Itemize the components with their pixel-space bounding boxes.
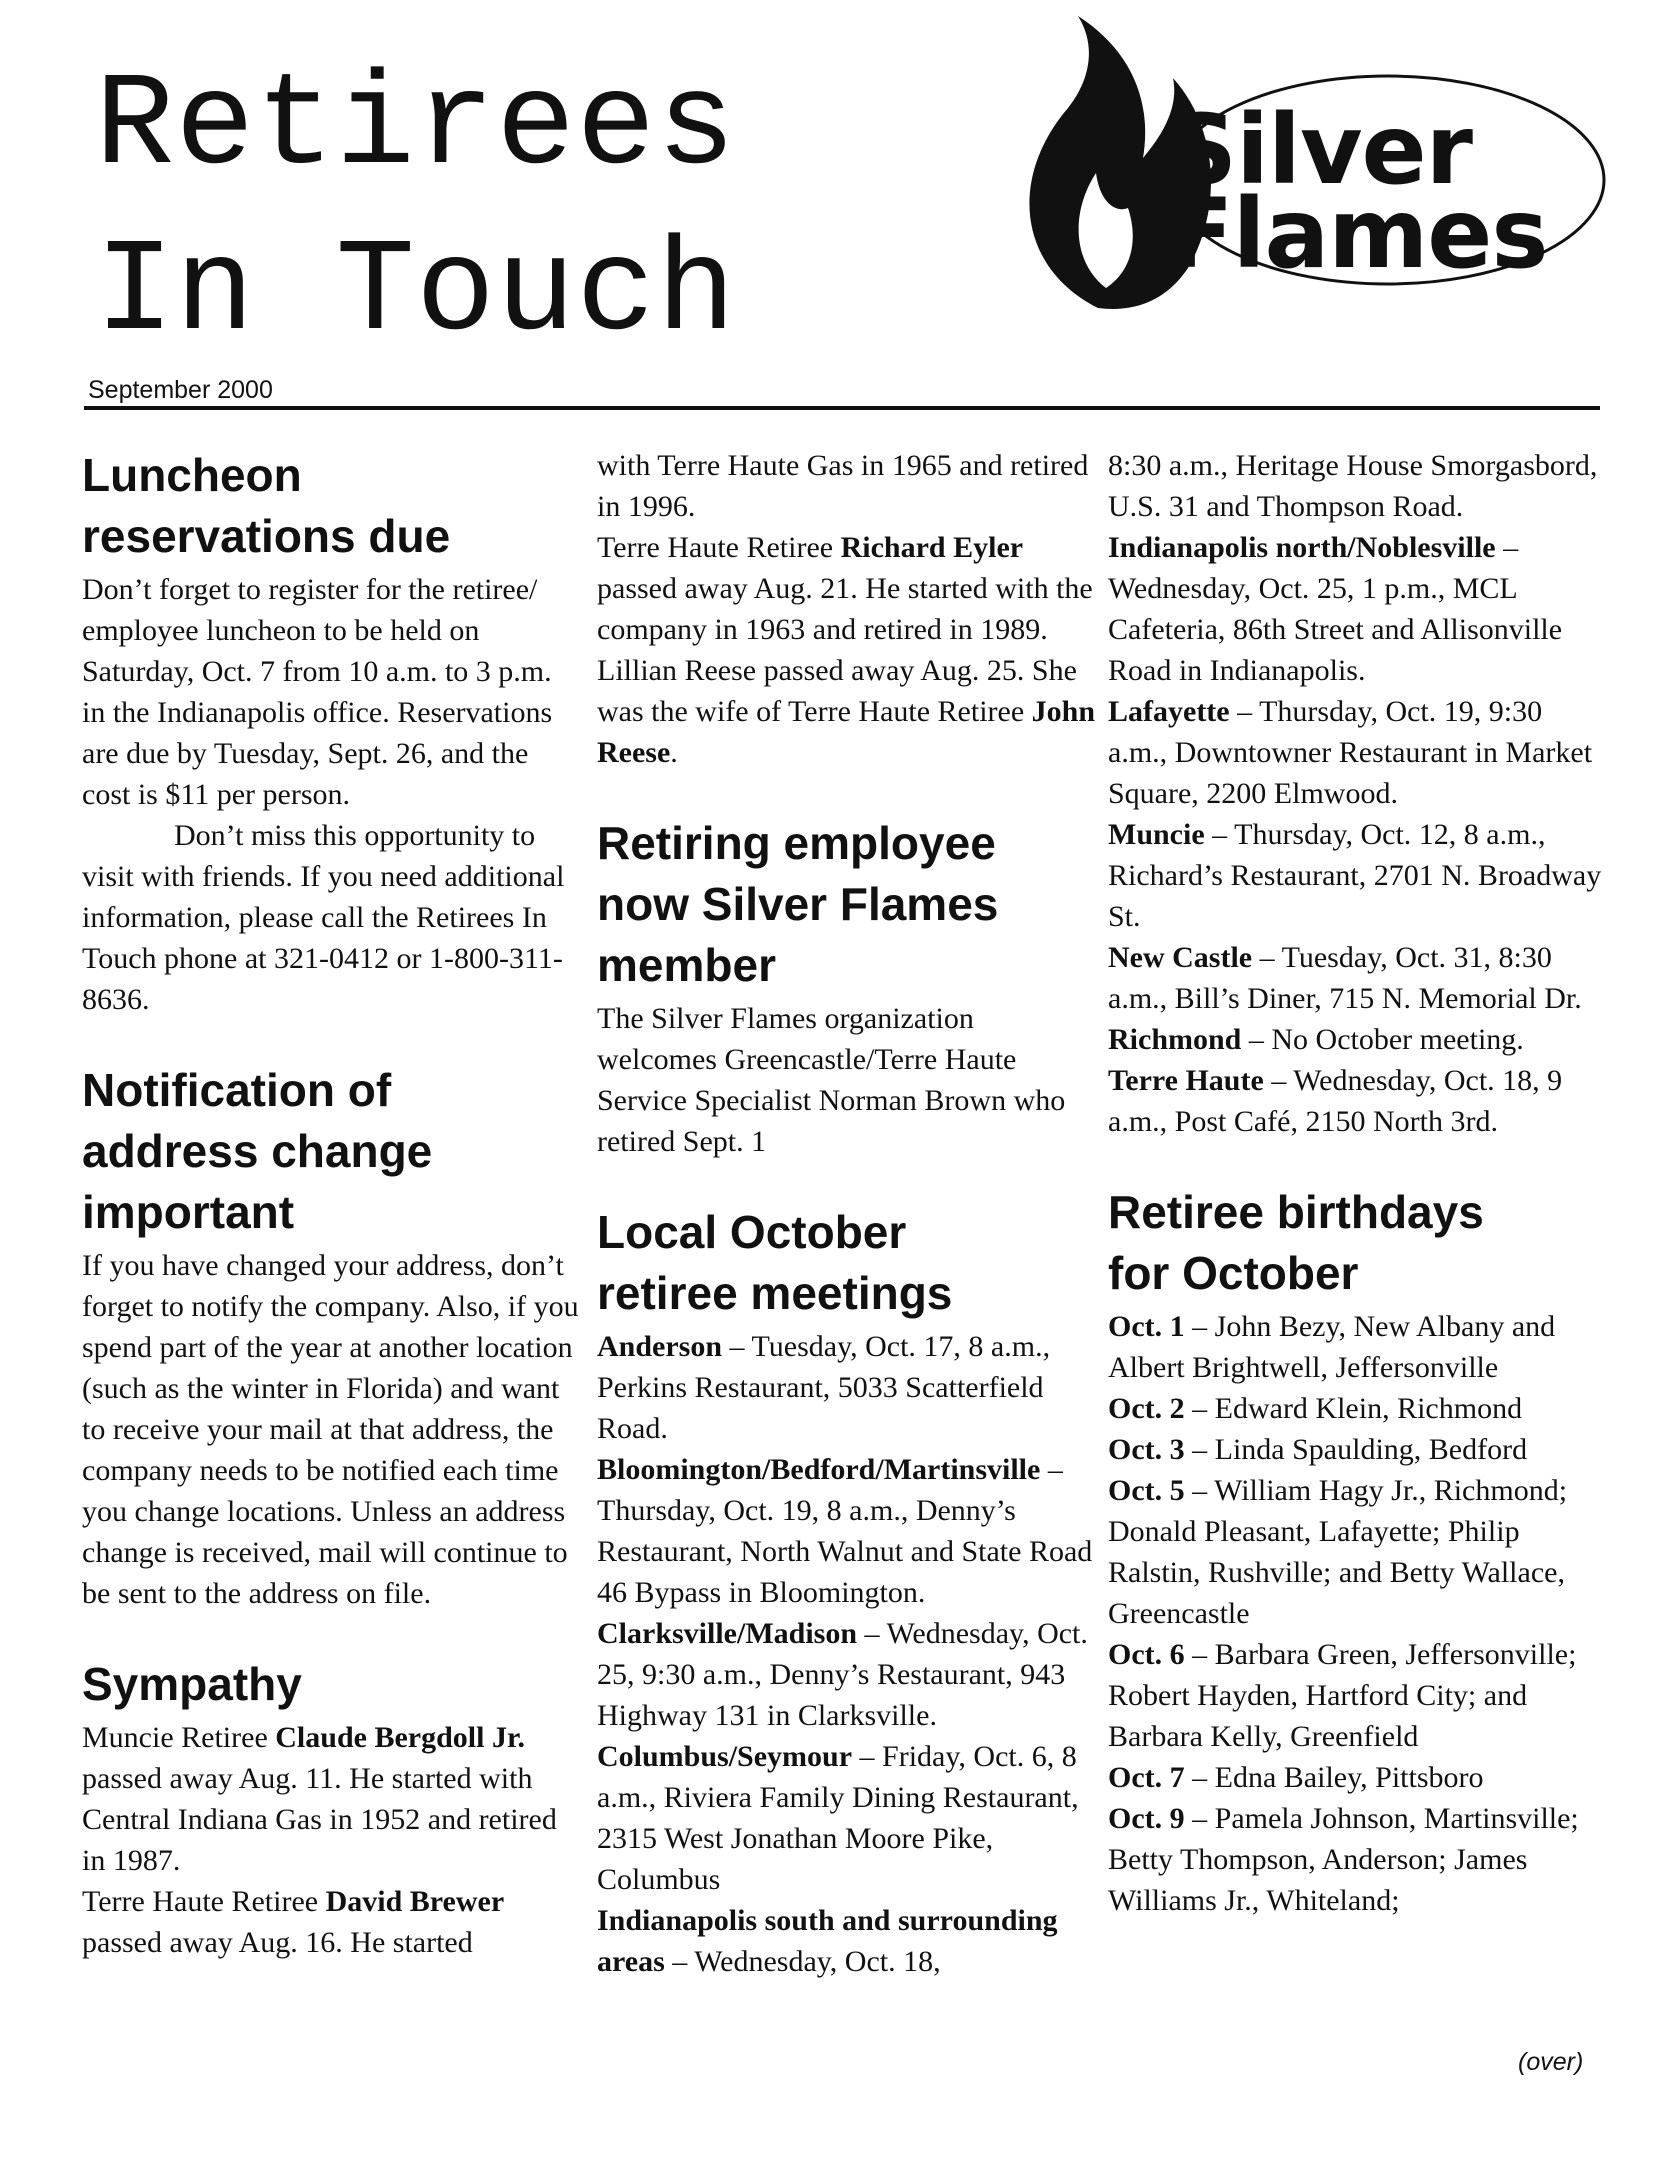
birthday-names: – Barbara Green, Jeffersonville; Robert Hayden, Hartford City; and Barbara Kelly, Greenfield xyxy=(1108,1638,1577,1753)
meeting-details: – Thursday, Oct. 12, 8 a.m., Richard’s Restaurant, 2701 N. Broadway St. xyxy=(1108,818,1602,933)
birthday-date: Oct. 3 xyxy=(1108,1433,1185,1466)
issue-date: September 2000 xyxy=(88,376,273,404)
meeting-place: Anderson xyxy=(597,1330,723,1363)
birthday-oct-3 xyxy=(1108,1429,1608,1470)
birthday-oct-9 xyxy=(1108,1798,1608,1921)
masthead-line-2: In Touch xyxy=(95,218,737,368)
birthday-names: – William Hagy Jr., Richmond; Donald Pleasant, Lafayette; Philip Ralstin, Rushville; and Betty Wallace, Greencastle xyxy=(1108,1474,1568,1630)
meeting-indianapolis-south-cont: 8:30 a.m., Heritage House Smorgasbord, U.S. 31 and Thompson Road. xyxy=(1108,449,1598,523)
meeting-details: – Thursday, Oct. 19, 9:30 a.m., Downtowner Restaurant in Market Square, 2200 Elmwood. xyxy=(1108,695,1593,810)
silver-flames-logo xyxy=(978,8,1618,338)
meeting-details: – Wednesday, Oct. 25, 1 p.m., MCL Cafeteria, 86th Street and Allisonville Road in Indianapolis. xyxy=(1108,531,1563,687)
meeting-place: New Castle xyxy=(1108,941,1253,974)
retiring-paragraph: The Silver Flames organization welcomes Greencastle/Terre Haute Service Specialist Norman Brown who retired Sept. 1 xyxy=(597,1002,1066,1158)
birthday-date: Oct. 6 xyxy=(1108,1638,1185,1671)
meeting-place: Lafayette xyxy=(1108,695,1230,728)
luncheon-heading xyxy=(82,445,582,567)
birthday-names: – Pamela Johnson, Martinsville; Betty Thompson, Anderson; James Williams Jr., Whiteland; xyxy=(1108,1802,1579,1917)
meetings-heading-line-2: retiree meetings xyxy=(597,1267,953,1319)
retiree-name: John Reese xyxy=(597,695,1096,769)
luncheon-heading-line-2: reservations due xyxy=(82,510,451,562)
birthdays-heading-line-1: Retiree birthdays xyxy=(1108,1186,1484,1238)
address-heading-line-3: important xyxy=(82,1186,295,1238)
meeting-place: Columbus/Seymour xyxy=(597,1740,853,1773)
meetings-heading xyxy=(597,1202,1097,1324)
entry-text: Terre Haute Retiree xyxy=(597,531,841,564)
entry-text: Muncie Retiree xyxy=(82,1721,276,1754)
logo-line-2: Flames xyxy=(1168,178,1548,290)
meeting-indianapolis-south xyxy=(597,1900,1097,1982)
retiring-heading xyxy=(597,813,1097,996)
birthdays-heading-line-2: for October xyxy=(1108,1247,1359,1299)
retiring-heading-line-1: Retiring employee xyxy=(597,817,996,869)
retiring-heading-line-2: now Silver Flames xyxy=(597,878,999,930)
sympathy-entry-2 xyxy=(82,1881,582,1963)
meeting-terre-haute xyxy=(1108,1060,1608,1142)
column-3 xyxy=(1108,445,1608,1921)
meeting-details: – No October meeting. xyxy=(1241,1023,1524,1056)
luncheon-heading-line-1: Luncheon xyxy=(82,449,302,501)
birthday-date: Oct. 9 xyxy=(1108,1802,1185,1835)
sympathy-entry-3 xyxy=(597,527,1097,650)
address-paragraph: If you have changed your address, don’t forget to notify the company. Also, if you spend part of the year at another location (such as the winter in Florida) and want to receive your mail at that address, the company needs to be notified each time you change locations. Unless an address change is received, mail will continue to be sent to the address on file. xyxy=(82,1249,579,1610)
column-1 xyxy=(82,445,582,1963)
meeting-details: – Tuesday, Oct. 17, 8 a.m., Perkins Restaurant, 5033 Scatterfield Road. xyxy=(597,1330,1051,1445)
meeting-details: – Thursday, Oct. 19, 8 a.m., Denny’s Restaurant, North Walnut and State Road 46 Bypass in Bloomington. xyxy=(597,1453,1093,1609)
luncheon-paragraph-1: Don’t forget to register for the retiree/ employee luncheon to be held on Saturday, Oct. 7 from 10 a.m. to 3 p.m. in the Indianapolis office. Reservations are due by Tuesday, Sept. 26, and the cost is $11 per person. xyxy=(82,573,553,811)
sympathy-heading: Sympathy xyxy=(82,1658,302,1710)
meeting-place: Indianapolis south and surrounding areas xyxy=(597,1904,1058,1978)
birthdays-heading xyxy=(1108,1182,1608,1304)
meeting-place: Richmond xyxy=(1108,1023,1242,1056)
continued-over-note: (over) xyxy=(1518,2048,1584,2076)
birthday-date: Oct. 2 xyxy=(1108,1392,1185,1425)
meeting-place: Indianapolis north/Noblesville xyxy=(1108,531,1496,564)
entry-text: passed away Aug. 11. He started with Central Indiana Gas in 1952 and retired in 1987. xyxy=(82,1762,557,1877)
address-heading-line-1: Notification of xyxy=(82,1064,392,1116)
meeting-indianapolis-north xyxy=(1108,527,1608,691)
meeting-place: Bloomington/Bedford/Martinsville xyxy=(597,1453,1041,1486)
birthday-date: Oct. 7 xyxy=(1108,1761,1185,1794)
birthday-names: – Edward Klein, Richmond xyxy=(1184,1392,1523,1425)
entry-text: passed away Aug. 16. He started xyxy=(82,1926,473,1959)
meeting-clarksville xyxy=(597,1613,1097,1736)
meeting-new-castle xyxy=(1108,937,1608,1019)
meeting-lafayette xyxy=(1108,691,1608,814)
meeting-muncie xyxy=(1108,814,1608,937)
address-heading-line-2: address change xyxy=(82,1125,433,1177)
meeting-place: Terre Haute xyxy=(1108,1064,1264,1097)
entry-text: Lillian Reese passed away Aug. 25. She was the wife of Terre Haute Retiree xyxy=(597,654,1077,728)
birthday-date: Oct. 5 xyxy=(1108,1474,1185,1507)
meeting-anderson xyxy=(597,1326,1097,1449)
logo-line-1: Silver xyxy=(1168,94,1472,206)
sympathy-entry-1 xyxy=(82,1717,582,1881)
masthead-line-1: Retirees xyxy=(95,52,737,202)
entry-text: passed away Aug. 21. He started with the company in 1963 and retired in 1989. xyxy=(597,572,1093,646)
sympathy-entry-2-cont: with Terre Haute Gas in 1965 and retired in 1996. xyxy=(597,449,1089,523)
retiree-name: David Brewer xyxy=(325,1885,505,1918)
retiree-name: Richard Eyler xyxy=(840,531,1024,564)
birthday-names: – Linda Spaulding, Bedford xyxy=(1184,1433,1528,1466)
luncheon-paragraph-2: Don’t miss this opportunity to visit with friends. If you need additional information, please call the Retirees In Touch phone at 321-0412 or 1-800-311-8636. xyxy=(82,819,565,1016)
meeting-details: – Friday, Oct. 6, 8 a.m., Riviera Family Dining Restaurant, 2315 West Jonathan Moore Pike, Columbus xyxy=(597,1740,1079,1896)
sympathy-entry-4 xyxy=(597,650,1097,773)
address-heading xyxy=(82,1060,582,1243)
birthday-names: – John Bezy, New Albany and Albert Brightwell, Jeffersonville xyxy=(1108,1310,1556,1384)
meeting-details: – Wednesday, Oct. 18, 9 a.m., Post Café, 2150 North 3rd. xyxy=(1108,1064,1563,1138)
birthday-date: Oct. 1 xyxy=(1108,1310,1185,1343)
birthday-oct-5 xyxy=(1108,1470,1608,1634)
birthday-oct-1 xyxy=(1108,1306,1608,1388)
meeting-bloomington xyxy=(597,1449,1097,1613)
birthday-oct-2 xyxy=(1108,1388,1608,1429)
meeting-details: – Wednesday, Oct. 18, xyxy=(664,1945,941,1978)
birthday-oct-7 xyxy=(1108,1757,1608,1798)
meeting-place: Muncie xyxy=(1108,818,1205,851)
meeting-details: – Tuesday, Oct. 31, 8:30 a.m., Bill’s Diner, 715 N. Memorial Dr. xyxy=(1108,941,1582,1015)
logo-wordmark xyxy=(1168,94,1548,290)
birthday-oct-6 xyxy=(1108,1634,1608,1757)
retiree-name: Claude Bergdoll Jr. xyxy=(275,1721,526,1754)
birthday-names: – Edna Bailey, Pittsboro xyxy=(1184,1761,1484,1794)
retiring-heading-line-3: member xyxy=(597,939,776,991)
meeting-columbus xyxy=(597,1736,1097,1900)
meeting-details: – Wednesday, Oct. 25, 9:30 a.m., Denny’s Restaurant, 943 Highway 131 in Clarksville. xyxy=(597,1617,1088,1732)
entry-text: Terre Haute Retiree xyxy=(82,1885,326,1918)
column-2 xyxy=(597,445,1097,1982)
entry-text: . xyxy=(670,736,678,769)
masthead-title xyxy=(95,44,737,376)
meeting-place: Clarksville/Madison xyxy=(597,1617,858,1650)
meeting-richmond xyxy=(1108,1019,1608,1060)
header-rule xyxy=(84,406,1600,410)
meetings-heading-line-1: Local October xyxy=(597,1206,907,1258)
